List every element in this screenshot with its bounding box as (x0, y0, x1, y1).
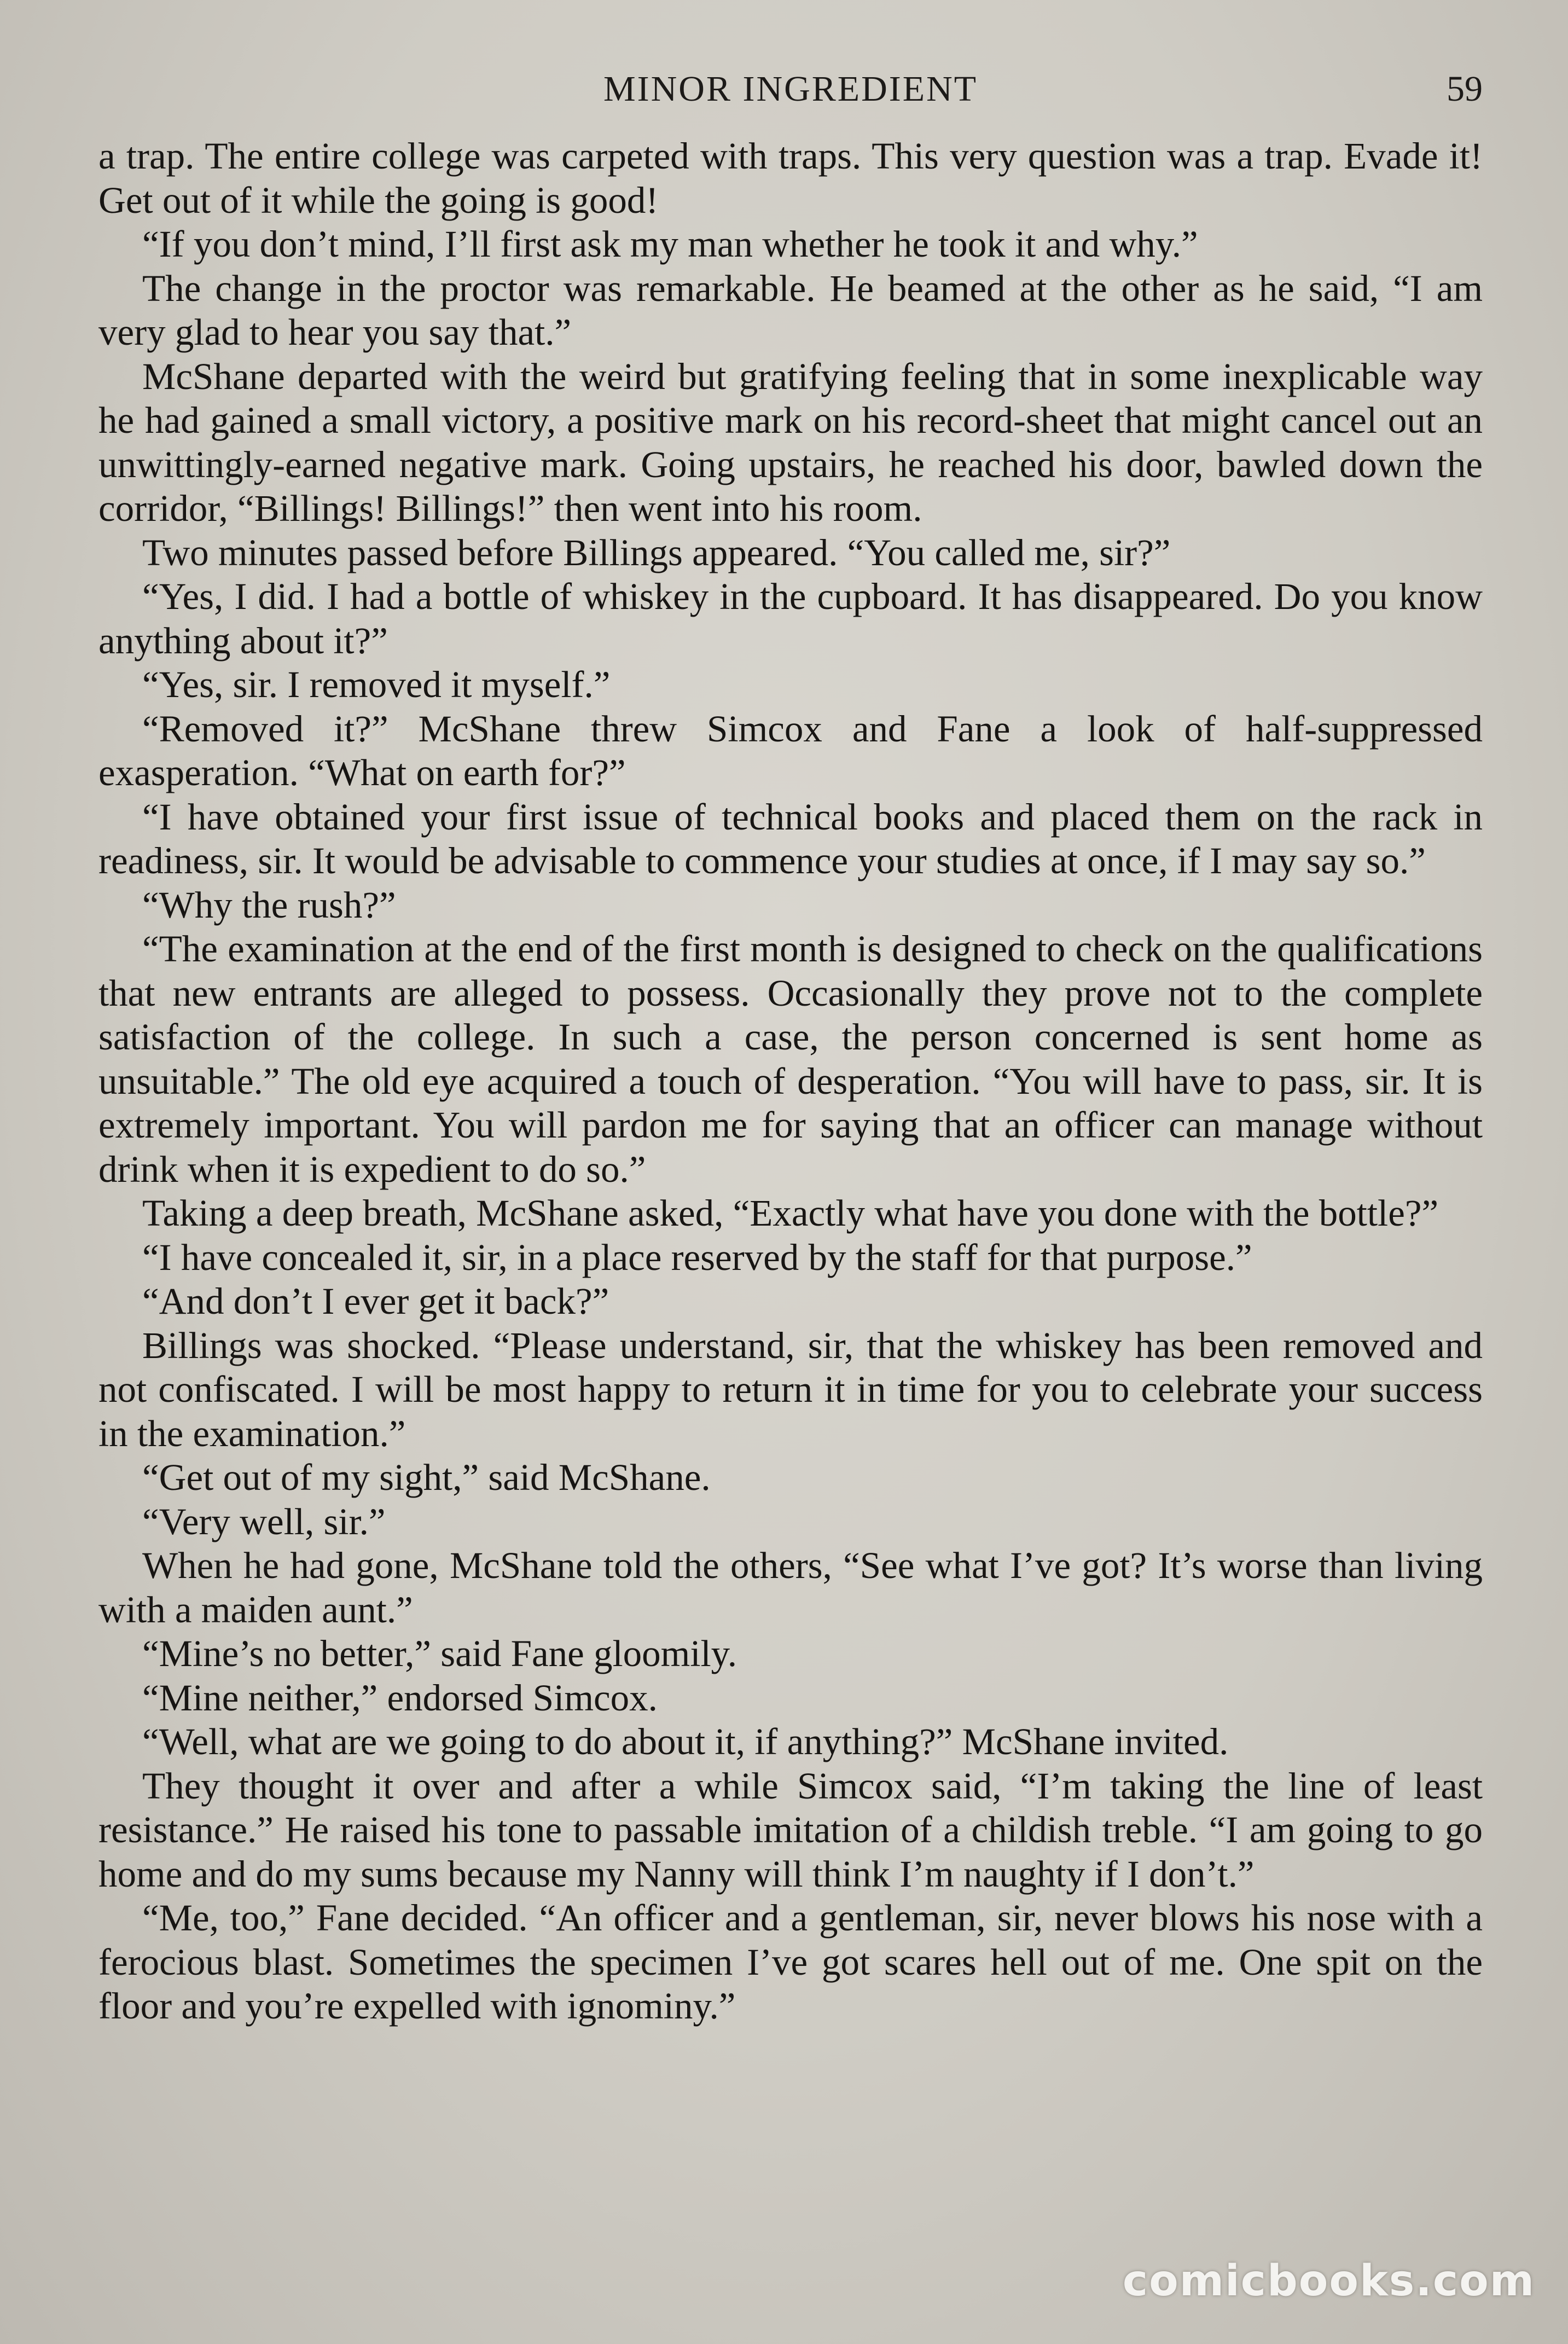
paragraph: “Mine neither,” endorsed Simcox. (142, 1676, 658, 1719)
running-header (98, 65, 1483, 114)
paragraph: Billings was shocked. “Please understand, sir, that the whiskey has been removed and not confiscated. I will be most happy to return it in time for you to celebrate your success in the examination.” (98, 1324, 1483, 1454)
paragraph: McShane departed with the weird but gratifying feeling that in some inexplicable way he had gained a small victory, a positive mark on his record-sheet that might cancel out an unwittingly-earned negative mark. Going upstairs, he reached his door, bawled down the corridor, “Billings! Billings!” then went into his room. (98, 355, 1483, 529)
paragraph: a trap. The entire college was carpeted with traps. This very question was a trap. Evade it! Get out of it while the going is good! (98, 135, 1483, 221)
watermark: comicbooks.com (1122, 2256, 1535, 2306)
paragraph: “Me, too,” Fane decided. “An officer and a gentleman, sir, never blows his nose with a ferocious blast. Sometimes the specimen I’ve got scares hell out of me. One spit on the floor and you’re expelled with ignominy.” (98, 1897, 1483, 2027)
page-number: 59 (1447, 69, 1483, 109)
paragraph: The change in the proctor was remarkable. He beamed at the other as he said, “I am very glad to hear you say that.” (98, 267, 1483, 353)
paragraph: “Very well, sir.” (142, 1500, 386, 1542)
paragraph: When he had gone, McShane told the others, “See what I’ve got? It’s worse than living with a maiden aunt.” (98, 1545, 1483, 1631)
paragraph: Taking a deep breath, McShane asked, “Exactly what have you done with the bottle?” (142, 1192, 1439, 1234)
paragraph: “And don’t I ever get it back?” (142, 1280, 609, 1322)
paragraph: “Get out of my sight,” said McShane. (142, 1457, 711, 1498)
paragraph: “Mine’s no better,” said Fane gloomily. (142, 1633, 737, 1674)
paragraph: “Why the rush?” (142, 884, 396, 926)
paragraph: They thought it over and after a while Simcox said, “I’m taking the line of least resistance.” He raised his tone to passable imitation of a childish treble. “I am going to go home and do my sums because my Nanny will think I’m naughty if I don’t.” (98, 1765, 1483, 1895)
paragraph: “I have concealed it, sir, in a place reserved by the staff for that purpose.” (142, 1236, 1252, 1278)
paragraph: “If you don’t mind, I’ll first ask my man whether he took it and why.” (142, 223, 1198, 265)
paragraph: “Yes, sir. I removed it myself.” (142, 664, 611, 705)
paragraph: “Well, what are we going to do about it, if anything?” McShane invited. (142, 1721, 1229, 1762)
paragraph: Two minutes passed before Billings appeared. “You called me, sir?” (142, 531, 1171, 573)
paragraph: “The examination at the end of the first month is designed to check on the qualifications that new entrants are alleged to possess. Occasionally they prove not to the complete satisfaction of the college. In such a case, the person concerned is sent home as unsuitable.” The old eye acquired a touch of desperation. “You will have to pass, sir. It is extremely important. You will pardon me for saying that an officer can manage without drink when it is expedient to do so.” (98, 928, 1483, 1190)
paragraph: “Removed it?” McShane threw Simcox and Fane a look of half-suppressed exasperation. “What on earth for?” (98, 707, 1483, 793)
paragraph: “I have obtained your first issue of technical books and placed them on the rack in readiness, sir. It would be advisable to commence your studies at once, if I may say so.” (98, 796, 1483, 881)
paragraph: “Yes, I did. I had a bottle of whiskey in the cupboard. It has disappeared. Do you know anything about it?” (98, 576, 1483, 662)
running-title: MINOR INGREDIENT (603, 69, 978, 109)
body-text (98, 134, 1483, 2028)
